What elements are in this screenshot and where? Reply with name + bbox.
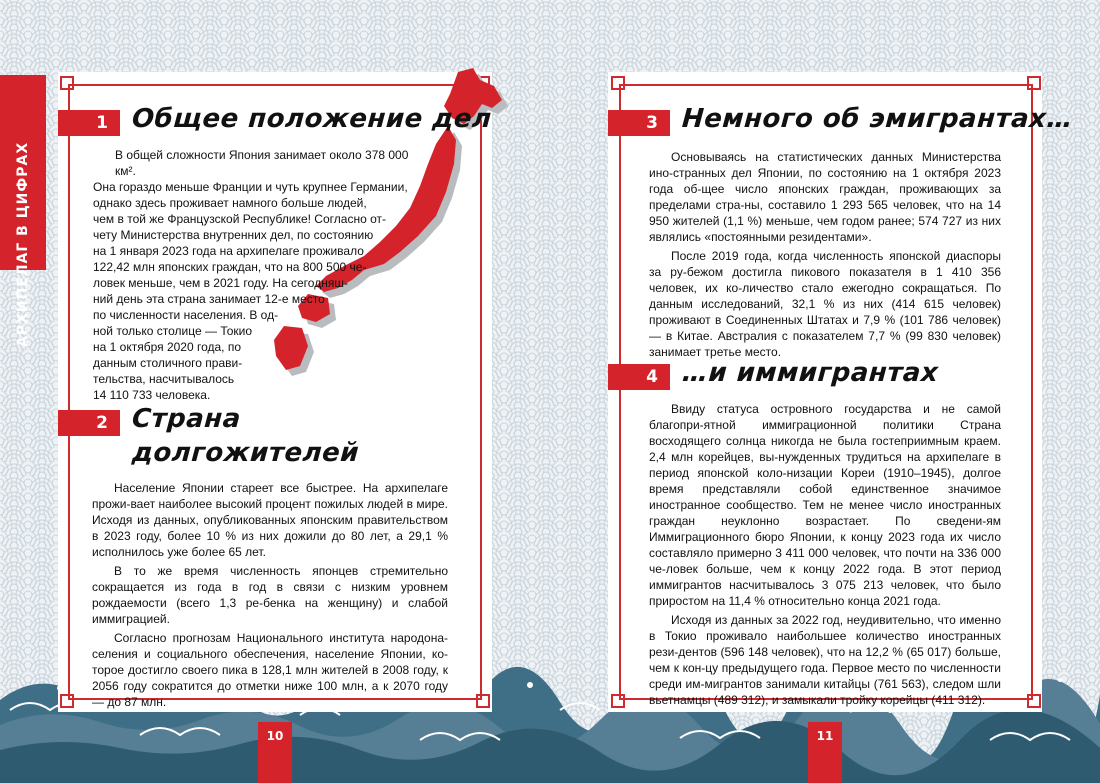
text-line: чету Министерства внутренних дел, по состоянию	[93, 228, 374, 242]
text-line: 14 110 733 человека.	[93, 388, 211, 402]
section-1-text	[93, 147, 423, 403]
text-line: на 1 января 2023 года на архипелаге проживало	[93, 244, 364, 258]
paragraph: Исходя из данных за 2022 год, неудивительно, что именно в Токио проживало наибольшее количество иностранных рези-дентов (596 148 человек), что на 12,2 % (65 017) больше, чем к кон-цу предыдущего года. Первое место по численности среди им-мигрантов занимали китайцы (761 563), следом шли вьетнамцы (489 312), и замыкали тройку корейцы (411 312).	[649, 613, 1001, 707]
frame-corner	[60, 76, 74, 90]
text-line: по численности населения. В од-	[93, 308, 279, 322]
paragraph: Население Японии стареет все быстрее. На архипелаге прожи-вает наиболее высокий процент пожилых людей в мире. Исходя из данных, опубликованных японским правительством в 2023 году, более 10 % из них дожили до 80 лет, а 29,1 % исполнилось уже более 65 лет.	[92, 481, 448, 559]
section-number-badge	[58, 110, 120, 136]
section-2-text	[92, 480, 448, 713]
section-number: 2	[96, 413, 108, 433]
text-line: на 1 октября 2020 года, по	[93, 340, 242, 354]
section-3-text	[649, 149, 1001, 363]
side-tab	[0, 75, 46, 347]
text-line: ной только столице — Токио	[93, 324, 253, 338]
frame-corner	[1027, 694, 1041, 708]
section-number-badge	[58, 410, 120, 436]
frame-corner	[611, 694, 625, 708]
frame-corner	[611, 76, 625, 90]
text-line: чем в той же Французской Республике! Согласно от-	[93, 212, 386, 226]
text-line: данным столичного прави-	[93, 356, 243, 370]
page-number-right	[808, 722, 842, 783]
paragraph: В то же время численность японцев стремительно сокращается из года в год в связи с низким уровнем рождаемости (всего 1,3 ре-бенка на женщину) и слабой иммиграцией.	[92, 564, 448, 626]
frame-corner	[60, 694, 74, 708]
paragraph: Ввиду статуса островного государства и не самой благопри-ятной иммиграционной политики Страна восходящего солнца никогда не была гостеприимным краем. 2,4 млн корейцев, вы-нужденных трудиться на архипелаге в период японской коло-низации Кореи (1910–1945), долгое время представляли собой единственное значимое иностранное сообщество. Тем не менее число иностранных граждан неуклонно возрастает. По сведени-ям Иммиграционного бюро Японии, к концу 2023 года их число составляло примерно 3 411 000 человек, что почти на 336 000 че-ловек больше, чем к концу 2022 года. В этот период иммигрантов насчитывалось 3 075 213 человек, что было приростом на 11,4 % относительно конца 2021 года.	[649, 402, 1001, 608]
text-line: однако здесь проживает намного больше людей,	[93, 196, 367, 210]
text-line: ловек меньше, чем в 2021 году. На сегодняш-	[93, 276, 348, 290]
text-line: ний день эта страна занимает 12-е место	[93, 292, 325, 306]
page-number: 11	[816, 729, 834, 743]
paragraph: После 2019 года, когда численность японской диаспоры за ру-бежом достигла пикового показателя в 1 410 356 человек, их ко-личество стало ежегодно сокращаться. По данным исследований, 32,1 % из них (414 615 человек) проживают в Соединенных Штатах и 7,9 % (101 786 человек) — в Китае. Австралия с показателем 7,7 % (99 830 человек) занимает третье место.	[649, 249, 1001, 359]
section-heading-line1: Страна	[130, 404, 242, 434]
page-number: 10	[266, 729, 284, 743]
side-tab-label: АРХИПЕЛАГ В ЦИФРАХ	[15, 141, 31, 347]
text-line: тельства, насчитывалось	[93, 372, 235, 386]
paragraph: Основываясь на статистических данных Министерства ино-странных дел Японии, по состоянию на 1 октября 2023 года об-щее число японских граждан, проживающих за пределами стра-ны, составило 1 293 565 человек, что на 14 950 жителей (1,1 %) меньше, чем годом ранее; 574 727 из них являлись «постоянными резидентами».	[649, 150, 1001, 244]
section-heading: …и иммигрантах	[680, 358, 940, 388]
section-number-badge	[608, 110, 670, 136]
text-line: Она гораздо меньше Франции и чуть крупнее Германии,	[93, 180, 408, 194]
section-4-text	[649, 401, 1001, 711]
text-line: В общей сложности Япония занимает около 378 000 км².	[115, 148, 409, 178]
section-heading-line2: долгожителей	[130, 438, 361, 468]
page-number-left	[258, 722, 292, 783]
section-number: 4	[646, 367, 658, 387]
paragraph: Согласно прогнозам Национального института народона-селения и социального обеспечения, население Японии, ко-торое достигло своего пика в 128,1 млн жителей в 2008 году, к 2056 году сократится до отметки ниже 100 млн, а к 2070 году — до 87 млн.	[92, 631, 448, 709]
section-heading: Немного об эмигрантах…	[680, 104, 1075, 134]
section-heading: Общее положение дел	[130, 104, 493, 134]
text-line: 122,42 млн японских граждан, что на 800 500 че-	[93, 260, 367, 274]
section-number: 3	[646, 113, 658, 133]
frame-corner	[476, 694, 490, 708]
frame-corner	[1027, 76, 1041, 90]
section-number: 1	[96, 113, 108, 133]
section-number-badge	[608, 364, 670, 390]
